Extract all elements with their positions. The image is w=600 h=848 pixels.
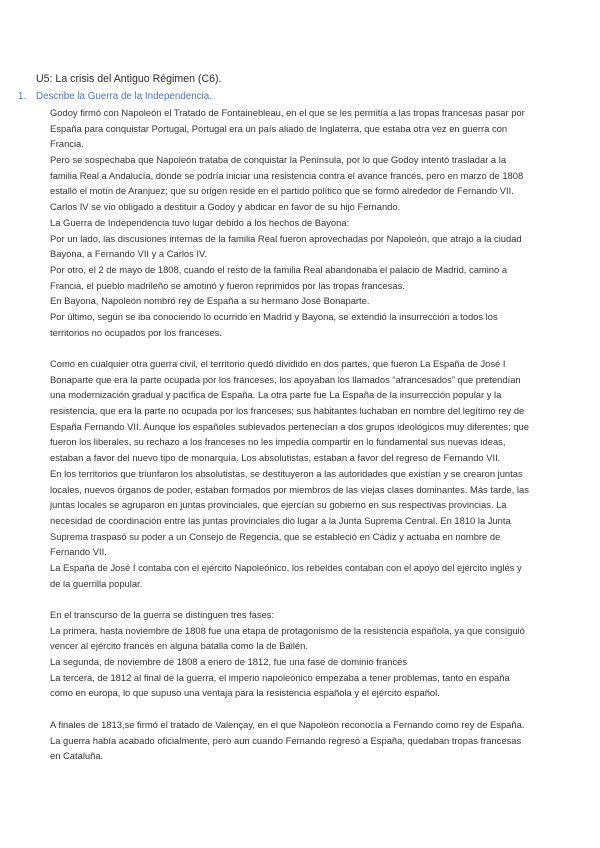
text-line: vencer al ejército francés en alguna batalla como la de Bailén. bbox=[50, 640, 308, 652]
text-line: Bonaparte que era la parte ocupada por los franceses, los apoyaban los llamados “afrancesados” que pretendían bbox=[50, 373, 521, 385]
text-line: necesidad de coordinación entre las juntas provinciales dio lugar a la Junta Suprema Central. En 1810 la Junta bbox=[50, 514, 511, 526]
text-line: fueron los liberales, su rechazo a los franceses no les impedía compartir en lo fundamental sus nuevas ideas, bbox=[50, 436, 506, 448]
paragraph bbox=[50, 105, 570, 340]
text-line: familia Real a Andalucía, donde se podría iniciar una resistencia contra el avance francés, pero en marzo de 1808 bbox=[50, 169, 524, 181]
text-line: Por un lado, las discusiones internas de la familia Real fueron aprovechadas por Napoleón, que atrajo a la ciudad bbox=[50, 232, 522, 244]
text-line: En el transcurso de la guerra se distinguen tres fases: bbox=[50, 609, 275, 620]
text-line: Godoy firmó con Napoleón el Tratado de Fontainebleau, en el que se les permitía a las tropas francesas pasar por bbox=[50, 107, 525, 118]
text-line: Pero se sospechaba que Napoleón trataba de conquistar la Península, por lo que Godoy intentó trasladar a la bbox=[50, 154, 507, 166]
text-line: La España de José I contaba con el ejército Napoleónico, los rebeldes contaban con el apoyo del ejército inglés y bbox=[50, 561, 522, 573]
text-line: locales, nuevos órganos de poder, estaban formados por miembros de las viejas clases dominantes. Más tarde, las bbox=[50, 483, 529, 495]
text-line: La primera, hasta noviembre de 1808 fue una etapa de protagonismo de la resistencia española, ya que consiguió bbox=[50, 624, 525, 636]
paragraph-gap bbox=[50, 701, 570, 717]
text-line: estaban a favor del nuevo tipo de monarquía. Los absolutistas, estaban a favor del regreso de Fernando VII. bbox=[50, 452, 501, 464]
text-line: resistencia, que era la parte no ocupada por los franceses; sus habitantes luchaban en nombre del legítimo rey de bbox=[50, 405, 525, 417]
paragraph bbox=[50, 717, 570, 764]
question-heading: Describe la Guerra de la Independencia. bbox=[36, 91, 212, 102]
text-line: Francia, el pueblo madrileño se amotinó y fueron reprimidos por las tropas francesas. bbox=[50, 279, 405, 291]
paragraph-gap bbox=[50, 340, 570, 356]
text-line: Carlos IV se vio obligado a destituir a Godoy y abdicar en favor de su hijo Fernando. bbox=[50, 201, 401, 213]
text-line: de la guerrilla popular. bbox=[50, 577, 143, 589]
text-line: España Fernando VII. Aunque los españoles sublevados pertenecían a dos grupos ideológicos muy diferentes; que bbox=[50, 420, 529, 432]
text-line: como en europa, lo que supuso una ventaja para la resistencia española y el ejército español. bbox=[50, 687, 440, 699]
document-title: U5: La crisis del Antiguo Régimen (C6). bbox=[36, 73, 222, 85]
text-line: en Cataluña. bbox=[50, 750, 104, 762]
text-line: A finales de 1813,se firmó el tratado de Valençay, en el que Napoleón reconocía a Fernando como rey de España. bbox=[50, 718, 525, 730]
text-line: Por último, según se iba conociendo lo ocurrido en Madrid y Bayona, se extendió la insurrección a todos los bbox=[50, 310, 498, 322]
text-line: La tercera, de 1812 al final de la guerra, el imperio napoleónico empezaba a tener problemas, tanto en españa bbox=[50, 671, 510, 683]
text-line: En Bayona, Napoleón nombró rey de España a su hermano José Bonaparte. bbox=[50, 295, 370, 307]
text-line: Fernando VII. bbox=[50, 546, 107, 558]
paragraph bbox=[50, 356, 570, 591]
text-line: La segunda, de noviembre de 1808 a enero de 1812, fue una fase de dominio francés bbox=[50, 656, 408, 668]
question-number: 1. bbox=[18, 91, 27, 102]
text-line: territorios no ocupados por los franceses. bbox=[50, 326, 222, 338]
paragraph-gap bbox=[50, 591, 570, 607]
text-line: La guerra había acabado oficialmente, pero aun cuando Fernando regresó a España, quedaban tropas francesas bbox=[50, 734, 522, 746]
text-line: Suprema traspasó su poder a un Consejo de Regencia, que se estableció en Cádiz y actuaba en nombre de bbox=[50, 530, 501, 542]
text-line: La Guerra de Independencia tuvo lugar debido a los hechos de Bayona: bbox=[50, 216, 350, 228]
answer-body bbox=[50, 105, 570, 764]
paragraph bbox=[50, 607, 570, 701]
text-line: estalló el motín de Aranjuez; que su origen reside en el partido político que se formó alrededor de Fernando VII. bbox=[50, 185, 514, 197]
text-line: España para conquistar Portugal, Portugal era un país aliado de Inglaterra, que estaba otra vez en guerra con bbox=[50, 122, 508, 134]
text-line: En los territorios que triunfaron los absolutistas, se destituyeron a las autoridades que existían y se crearon juntas bbox=[50, 467, 523, 479]
text-line: una modernización gradual y pacífica de España. La otra parte fue La España de la insurrección popular y la bbox=[50, 389, 502, 401]
text-line: Francia. bbox=[50, 138, 84, 150]
text-line: juntas locales se agruparon en juntas provinciales, que ejercían su gobierno en sus respectivas provincias. La bbox=[50, 499, 507, 511]
text-line: Bayona, a Fernando VII y a Carlos IV. bbox=[50, 248, 208, 260]
text-line: Como en cualquier otra guerra civil, el territorio quedó dividido en dos partes, que fueron La España de José I bbox=[50, 358, 506, 369]
text-line: Por otro, el 2 de mayo de 1808, cuando el resto de la familia Real abandonaba el palacio de Madrid, camino a bbox=[50, 263, 508, 275]
